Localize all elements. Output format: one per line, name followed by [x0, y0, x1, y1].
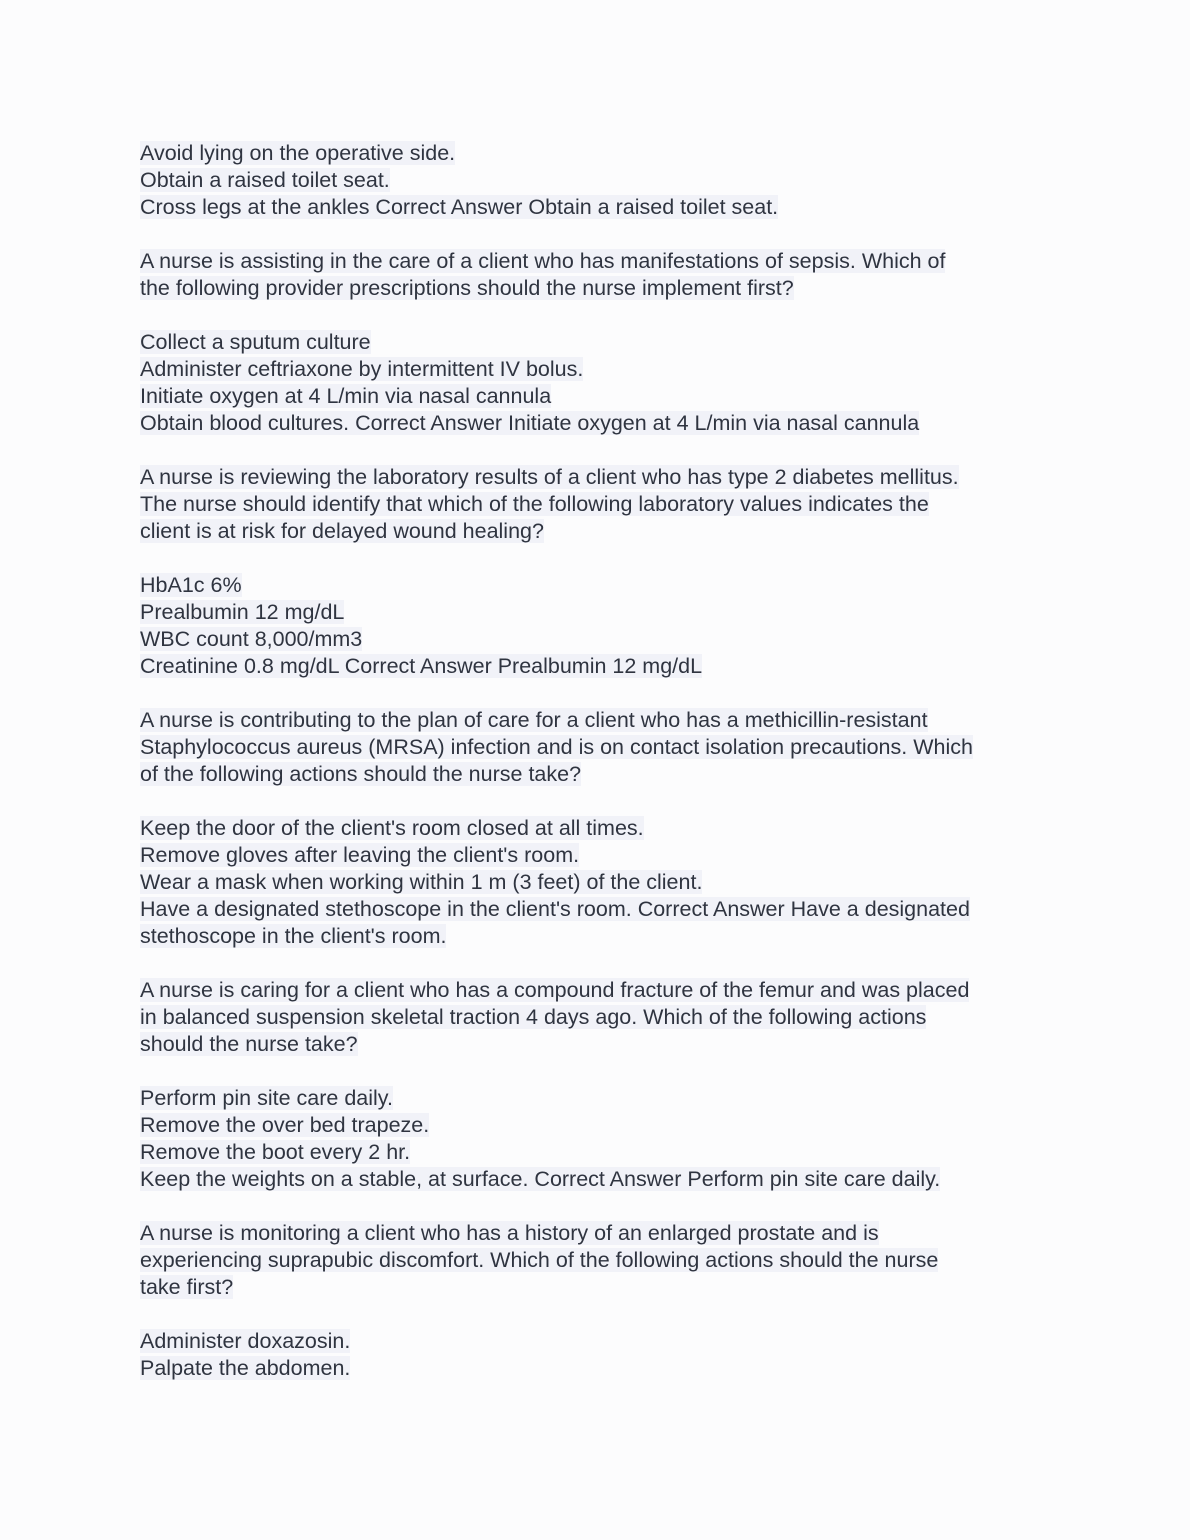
text-line: Avoid lying on the operative side.	[140, 141, 456, 165]
text-line-row	[140, 653, 1050, 680]
text-line-row	[140, 248, 1050, 275]
text-line: Obtain a raised toilet seat.	[140, 168, 390, 192]
text-line-row	[140, 491, 1050, 518]
text-line-row	[140, 329, 1050, 356]
text-line: stethoscope in the client's room.	[140, 924, 447, 948]
text-line: should the nurse take?	[140, 1032, 358, 1056]
text-line: Initiate oxygen at 4 L/min via nasal cannula	[140, 384, 552, 408]
text-line: in balanced suspension skeletal traction 4 days ago. Which of the following actions	[140, 1005, 927, 1029]
text-line-row	[140, 869, 1050, 896]
text-block	[140, 329, 1050, 437]
text-line: Administer ceftriaxone by intermittent IV bolus.	[140, 357, 584, 381]
text-block	[140, 707, 1050, 788]
text-line-row	[140, 923, 1050, 950]
text-line: A nurse is reviewing the laboratory results of a client who has type 2 diabetes mellitus.	[140, 465, 959, 489]
text-line-row	[140, 896, 1050, 923]
text-line-row	[140, 518, 1050, 545]
text-line-row	[140, 1355, 1050, 1382]
text-line: A nurse is monitoring a client who has a history of an enlarged prostate and is	[140, 1221, 879, 1245]
text-block	[140, 1220, 1050, 1301]
text-line: A nurse is assisting in the care of a client who has manifestations of sepsis. Which of	[140, 249, 946, 273]
text-line-row	[140, 410, 1050, 437]
text-block	[140, 1328, 1050, 1382]
text-line: Prealbumin 12 mg/dL	[140, 600, 345, 624]
text-line: Remove the boot every 2 hr.	[140, 1140, 411, 1164]
text-block	[140, 815, 1050, 950]
text-line: Creatinine 0.8 mg/dL Correct Answer Prealbumin 12 mg/dL	[140, 654, 703, 678]
text-line-row	[140, 275, 1050, 302]
text-line-row	[140, 383, 1050, 410]
text-line-row	[140, 707, 1050, 734]
document-page	[140, 140, 1050, 1409]
text-line: A nurse is contributing to the plan of care for a client who has a methicillin-resistant	[140, 708, 928, 732]
text-line-row	[140, 356, 1050, 383]
text-line-row	[140, 842, 1050, 869]
text-line: Palpate the abdomen.	[140, 1356, 351, 1380]
text-line-row	[140, 1139, 1050, 1166]
text-line: Collect a sputum culture	[140, 330, 371, 354]
text-line-row	[140, 464, 1050, 491]
text-line: take first?	[140, 1275, 234, 1299]
text-line-row	[140, 140, 1050, 167]
text-line: Wear a mask when working within 1 m (3 feet) of the client.	[140, 870, 703, 894]
text-line: A nurse is caring for a client who has a compound fracture of the femur and was placed	[140, 978, 970, 1002]
text-line-row	[140, 1247, 1050, 1274]
text-line-row	[140, 1274, 1050, 1301]
text-line: Have a designated stethoscope in the client's room. Correct Answer Have a designated	[140, 897, 970, 921]
text-line-row	[140, 1004, 1050, 1031]
text-line: Administer doxazosin.	[140, 1329, 351, 1353]
text-line-row	[140, 1166, 1050, 1193]
text-line-row	[140, 1328, 1050, 1355]
text-line-row	[140, 167, 1050, 194]
text-line-row	[140, 734, 1050, 761]
text-line: Obtain blood cultures. Correct Answer Initiate oxygen at 4 L/min via nasal cannula	[140, 411, 920, 435]
text-line-row	[140, 815, 1050, 842]
text-block	[140, 977, 1050, 1058]
text-line: Cross legs at the ankles Correct Answer Obtain a raised toilet seat.	[140, 195, 779, 219]
text-line: WBC count 8,000/mm3	[140, 627, 363, 651]
text-line: client is at risk for delayed wound healing?	[140, 519, 544, 543]
text-block	[140, 140, 1050, 221]
text-line-row	[140, 1220, 1050, 1247]
text-line-row	[140, 977, 1050, 1004]
text-line-row	[140, 1031, 1050, 1058]
text-line: HbA1c 6%	[140, 573, 242, 597]
text-line-row	[140, 761, 1050, 788]
text-block	[140, 248, 1050, 302]
text-line: The nurse should identify that which of the following laboratory values indicates the	[140, 492, 929, 516]
text-line: Remove the over bed trapeze.	[140, 1113, 430, 1137]
text-block	[140, 572, 1050, 680]
text-line: of the following actions should the nurse take?	[140, 762, 582, 786]
text-line: Remove gloves after leaving the client's room.	[140, 843, 580, 867]
text-line: Staphylococcus aureus (MRSA) infection and is on contact isolation precautions. Which	[140, 735, 973, 759]
text-line-row	[140, 626, 1050, 653]
text-line: experiencing suprapubic discomfort. Which of the following actions should the nurse	[140, 1248, 939, 1272]
text-line: Perform pin site care daily.	[140, 1086, 393, 1110]
text-block	[140, 464, 1050, 545]
text-line-row	[140, 1085, 1050, 1112]
text-line-row	[140, 599, 1050, 626]
text-line: Keep the door of the client's room closed at all times.	[140, 816, 644, 840]
text-line: Keep the weights on a stable, at surface. Correct Answer Perform pin site care daily.	[140, 1167, 941, 1191]
text-line-row	[140, 1112, 1050, 1139]
text-line-row	[140, 194, 1050, 221]
text-block	[140, 1085, 1050, 1193]
text-line: the following provider prescriptions should the nurse implement first?	[140, 276, 794, 300]
text-line-row	[140, 572, 1050, 599]
